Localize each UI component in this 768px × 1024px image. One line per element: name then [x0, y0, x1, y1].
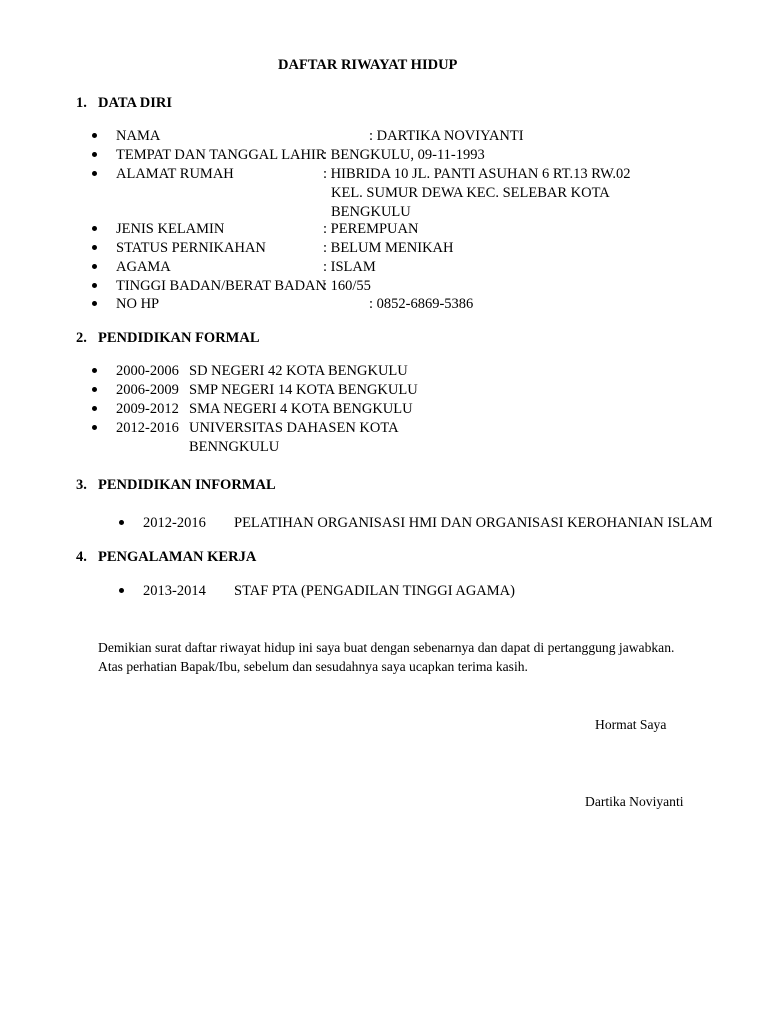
- informal-year: 2012-2016: [143, 515, 206, 531]
- value-ttl: : BENGKULU, 09-11-1993: [323, 147, 485, 163]
- value-status: : BELUM MENIKAH: [323, 240, 454, 256]
- section-2-heading: PENDIDIKAN FORMAL: [98, 330, 260, 346]
- bullet: [92, 226, 97, 231]
- bullet: [92, 245, 97, 250]
- section-1-heading: DATA DIRI: [98, 95, 172, 111]
- value-alamat-line2: KEL. SUMUR DEWA KEC. SELEBAR KOTA: [331, 185, 610, 201]
- label-no-hp: NO HP: [116, 296, 160, 312]
- section-3-number: 3.: [76, 477, 87, 493]
- bullet: [92, 406, 97, 411]
- value-jenis-kelamin: : PEREMPUAN: [323, 221, 419, 237]
- bullet: [119, 588, 124, 593]
- work-desc: STAF PTA (PENGADILAN TINGGI AGAMA): [234, 583, 515, 599]
- formal-year: 2009-2012: [116, 401, 179, 417]
- label-nama: NAMA: [116, 128, 161, 144]
- formal-school: SD NEGERI 42 KOTA BENGKULU: [189, 363, 408, 379]
- formal-year: 2006-2009: [116, 382, 179, 398]
- section-1-number: 1.: [76, 95, 87, 111]
- bullet: [92, 133, 97, 138]
- formal-year: 2000-2006: [116, 363, 179, 379]
- value-nama: : DARTIKA NOVIYANTI: [369, 128, 524, 144]
- label-ttl: TEMPAT DAN TANGGAL LAHIR: [116, 147, 326, 163]
- work-year: 2013-2014: [143, 583, 206, 599]
- value-no-hp: : 0852-6869-5386: [369, 296, 474, 312]
- value-alamat-line3: BENGKULU: [331, 204, 411, 220]
- bullet: [92, 387, 97, 392]
- value-tinggi-berat: : 160/55: [323, 278, 371, 294]
- value-alamat-line1: : HIBRIDA 10 JL. PANTI ASUHAN 6 RT.13 RW.02: [323, 166, 631, 182]
- bullet: [92, 301, 97, 306]
- value-agama: : ISLAM: [323, 259, 376, 275]
- section-3-heading: PENDIDIKAN INFORMAL: [98, 477, 276, 493]
- bullet: [92, 152, 97, 157]
- bullet: [92, 283, 97, 288]
- formal-school: SMA NEGERI 4 KOTA BENGKULU: [189, 401, 413, 417]
- closing-line1: Demikian surat daftar riwayat hidup ini saya buat dengan sebenarnya dan dapat di pertanggung jawabkan.: [98, 640, 675, 655]
- formal-school: UNIVERSITAS DAHASEN KOTA: [189, 420, 399, 436]
- signature-greeting: Hormat Saya: [595, 717, 667, 732]
- signature-name: Dartika Noviyanti: [585, 794, 684, 809]
- formal-year: 2012-2016: [116, 420, 179, 436]
- bullet: [92, 425, 97, 430]
- section-4-number: 4.: [76, 549, 87, 565]
- formal-school: SMP NEGERI 14 KOTA BENGKULU: [189, 382, 418, 398]
- label-alamat: ALAMAT RUMAH: [116, 166, 234, 182]
- section-2-number: 2.: [76, 330, 87, 346]
- closing-line2: Atas perhatian Bapak/Ibu, sebelum dan sesudahnya saya ucapkan terima kasih.: [98, 659, 528, 674]
- bullet: [92, 368, 97, 373]
- page-title: DAFTAR RIWAYAT HIDUP: [278, 57, 458, 73]
- section-4-heading: PENGALAMAN KERJA: [98, 549, 257, 565]
- bullet: [92, 264, 97, 269]
- formal-school-line2: BENNGKULU: [189, 439, 280, 455]
- bullet: [119, 520, 124, 525]
- label-jenis-kelamin: JENIS KELAMIN: [116, 221, 225, 237]
- label-tinggi-berat: TINGGI BADAN/BERAT BADAN: [116, 278, 326, 294]
- bullet: [92, 171, 97, 176]
- label-status: STATUS PERNIKAHAN: [116, 240, 266, 256]
- label-agama: AGAMA: [116, 259, 171, 275]
- informal-desc: PELATIHAN ORGANISASI HMI DAN ORGANISASI KEROHANIAN ISLAM: [234, 515, 713, 531]
